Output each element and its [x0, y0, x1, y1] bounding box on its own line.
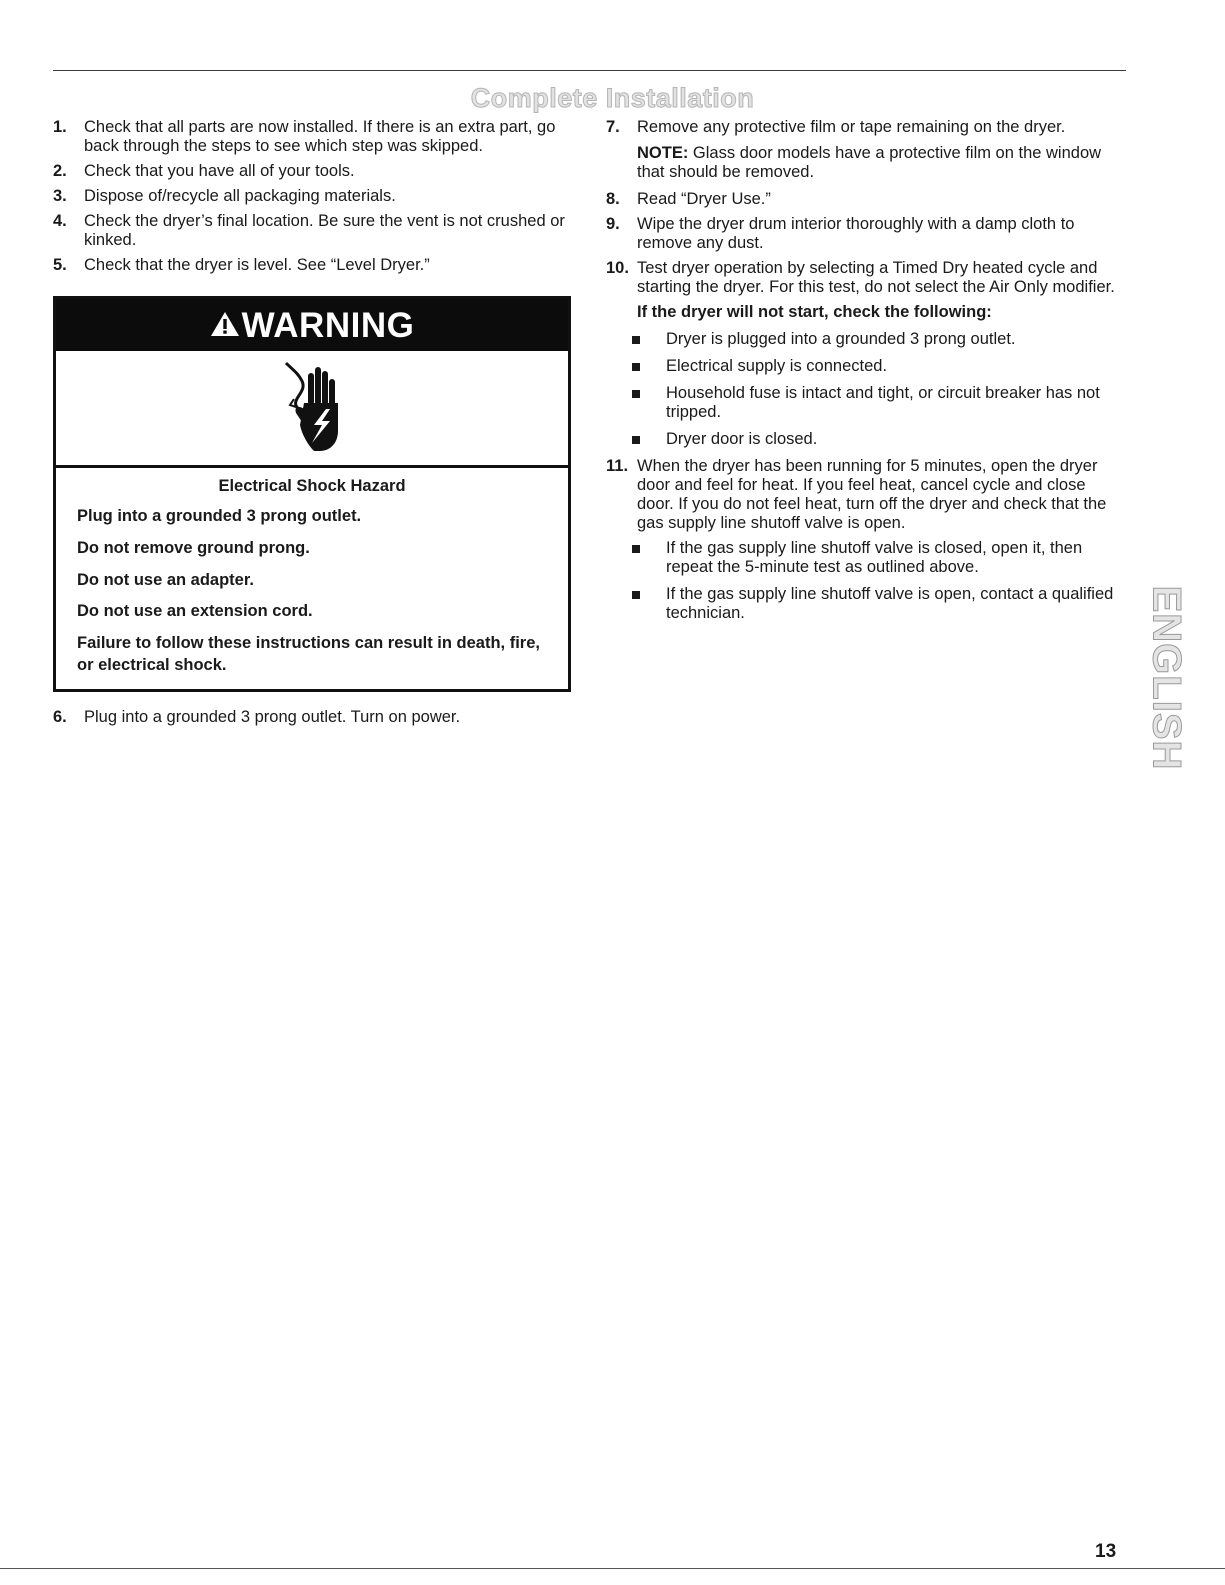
warning-icon-area — [56, 351, 568, 468]
step-text: Dispose of/recycle all packaging materials. — [84, 187, 396, 205]
step-text: Read “Dryer Use.” — [637, 190, 771, 208]
left-column — [53, 118, 573, 281]
page-number: 13 — [1095, 1541, 1117, 1562]
bullet-square-icon — [632, 363, 640, 371]
step-number: 5. — [53, 256, 67, 274]
step-text: Remove any protective film or tape remaining on the dryer. — [637, 118, 1066, 136]
list-item — [606, 430, 1126, 449]
list-item — [606, 357, 1126, 376]
step-6 — [53, 708, 604, 727]
step-5 — [53, 256, 573, 275]
list-item-text: Dryer is plugged into a grounded 3 prong outlet. — [666, 330, 1016, 348]
hazard-line: Do not use an adapter. — [77, 571, 254, 589]
step-number: 6. — [53, 708, 67, 726]
bullet-square-icon — [632, 545, 640, 553]
step-text: Check that you have all of your tools. — [84, 162, 355, 180]
note-text: Glass door models have a protective film on the window that should be removed. — [637, 144, 1102, 181]
list-item-text: Dryer door is closed. — [666, 430, 818, 448]
warning-triangle-icon — [210, 311, 240, 337]
section-title: Complete Installation — [470, 83, 755, 113]
right-column — [606, 118, 1126, 631]
bullet-square-icon — [632, 390, 640, 398]
warning-header — [56, 299, 568, 351]
step-number: 7. — [606, 118, 620, 136]
list-item-text: If the gas supply line shutoff valve is closed, open it, then repeat the 5-minute test as outlined above. — [666, 539, 1083, 576]
warning-box — [53, 296, 571, 692]
bottom-rule — [0, 1568, 1225, 1569]
subheading: If the dryer will not start, check the following: — [637, 303, 992, 321]
step-1 — [53, 118, 573, 156]
note-label: NOTE: — [637, 144, 689, 162]
step-2 — [53, 162, 573, 181]
list-item-text: Electrical supply is connected. — [666, 357, 888, 375]
step-7 — [606, 118, 1126, 137]
step-number: 3. — [53, 187, 67, 205]
step-text: Plug into a grounded 3 prong outlet. Turn on power. — [84, 708, 461, 726]
step-8 — [606, 190, 1126, 209]
language-side-tab — [1144, 565, 1189, 790]
step-text: Wipe the dryer drum interior thoroughly with a damp cloth to remove any dust. — [637, 215, 1075, 252]
step-number: 2. — [53, 162, 67, 180]
language-label: ENGLISH — [1144, 585, 1189, 770]
step-text: Check that all parts are now installed. If there is an extra part, go back through the steps to see which step was skipped. — [84, 118, 556, 155]
list-item — [606, 384, 1126, 422]
hazard-line: Failure to follow these instructions can result in death, fire, or electrical shock. — [77, 634, 540, 674]
list-item-text: If the gas supply line shutoff valve is open, contact a qualified technician. — [666, 585, 1114, 622]
step-11 — [606, 457, 1126, 533]
hazard-line: Do not use an extension cord. — [77, 602, 313, 620]
step-text: Check that the dryer is level. See “Level Dryer.” — [84, 256, 430, 274]
note — [637, 144, 1126, 182]
list-item — [606, 585, 1126, 623]
step-text: Test dryer operation by selecting a Timed Dry heated cycle and starting the dryer. For this test, do not select the Air Only modifier. — [637, 259, 1115, 296]
step-number: 8. — [606, 190, 620, 208]
electrical-shock-hand-icon — [284, 359, 346, 459]
step-text: Check the dryer’s final location. Be sure the vent is not crushed or kinked. — [84, 212, 565, 249]
step-9 — [606, 215, 1126, 253]
bullet-square-icon — [632, 336, 640, 344]
step-number: 10. — [606, 259, 629, 277]
step-text: When the dryer has been running for 5 minutes, open the dryer door and feel for heat. If you feel heat, cancel cycle and close door. If you do not feel heat, turn off the dryer and check that the gas supply line shutoff valve is open. — [637, 457, 1107, 532]
step-3 — [53, 187, 573, 206]
hazard-line: Plug into a grounded 3 prong outlet. — [77, 507, 362, 525]
step-number: 1. — [53, 118, 67, 136]
step-number: 9. — [606, 215, 620, 233]
list-item — [606, 539, 1126, 577]
step-number: 4. — [53, 212, 67, 230]
step-10 — [606, 259, 1126, 297]
list-item — [606, 330, 1126, 349]
hazard-title: Electrical Shock Hazard — [218, 477, 406, 495]
warning-header-text: WARNING — [241, 306, 415, 345]
list-item-text: Household fuse is intact and tight, or circuit breaker has not tripped. — [666, 384, 1100, 421]
bullet-square-icon — [632, 436, 640, 444]
hazard-line: Do not remove ground prong. — [77, 539, 310, 557]
bullet-square-icon — [632, 591, 640, 599]
top-rule — [53, 70, 1126, 71]
step-4 — [53, 212, 573, 250]
step-number: 11. — [606, 457, 629, 475]
